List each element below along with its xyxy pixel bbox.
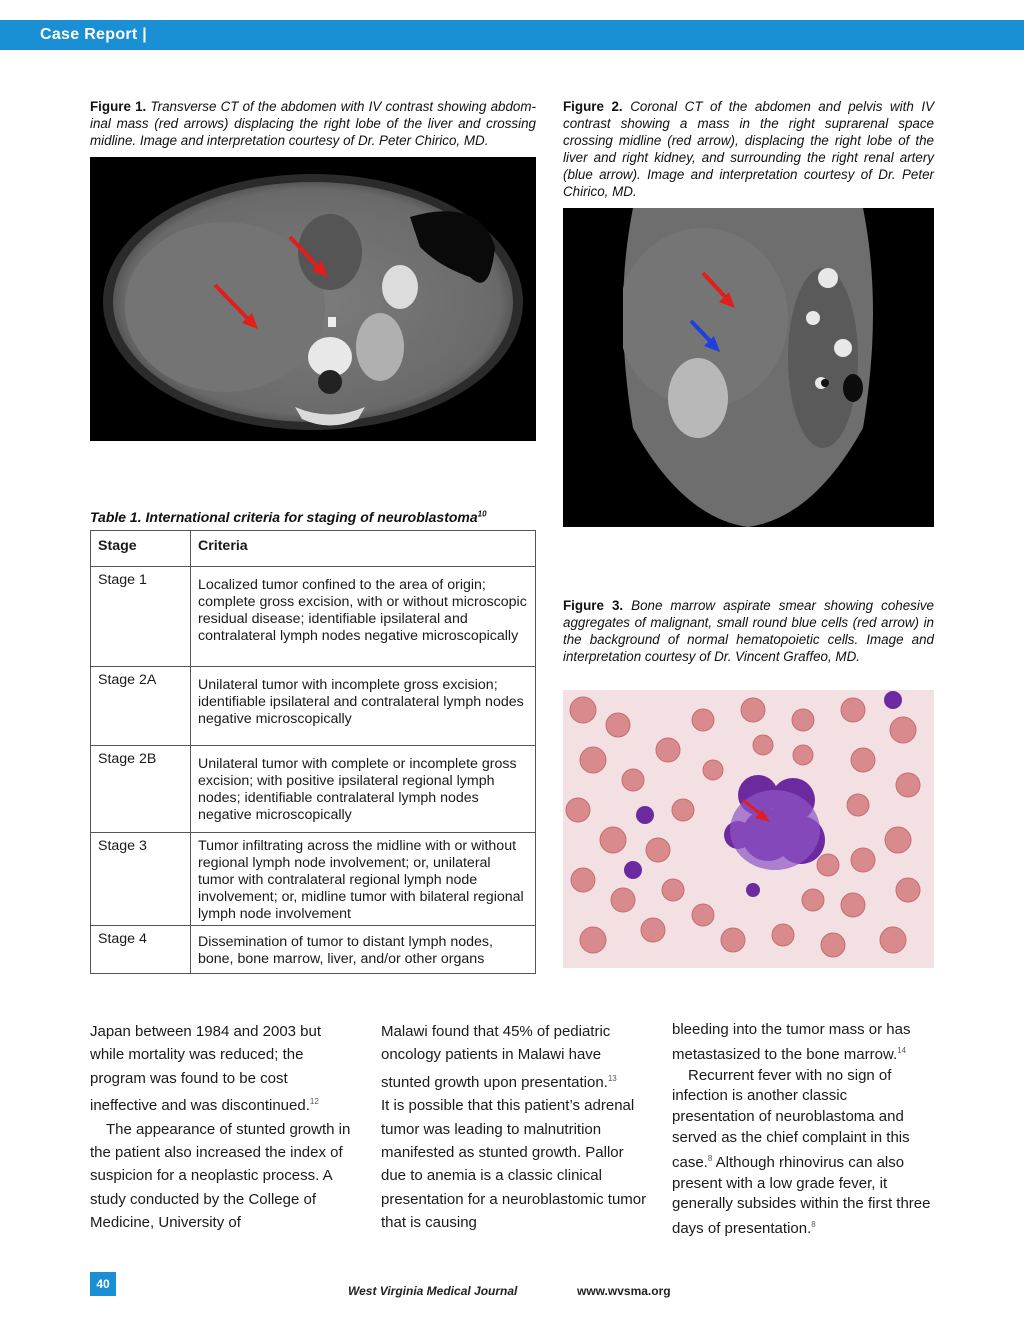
table1-title	[90, 509, 487, 525]
body-text: bleeding into the tumor mass or has metastasized to the bone marrow.	[672, 1021, 911, 1063]
figure2-label: Figure 2.	[563, 99, 623, 114]
criteria-cell: Localized tumor confined to the area of origin; complete gross excision, with or without microscopic residual disease; identifiable ipsilateral and contralateral lymph nodes negative microscopically	[191, 567, 536, 667]
body-paragraph: It is possible that this patient’s adrenal tumor was leading to malnutrition manifested as stunted growth. Pallor due to anemia is a classic clinical presentation for a neuroblastomic tumor that is causing	[381, 1097, 647, 1232]
figure1-ct-image	[90, 157, 536, 441]
citation-ref: 14	[897, 1045, 907, 1055]
table1-title-ref: 10	[477, 509, 487, 519]
body-column-3	[672, 1020, 932, 1240]
figure3-caption-text: Bone marrow aspirate smear showing cohesive aggregates of malignant, small round blue cells (red arrow) in the background of normal hematopoietic cells. Image and interpretation courtesy of Dr. Vincent Graffeo, MD.	[563, 598, 934, 664]
body-paragraph	[381, 1020, 649, 1094]
figure2-caption-text: Coronal CT of the abdomen and pelvis with IV contrast showing a mass in the right suprarenal space crossing midline (red arrow), displacing the right lobe of the liver and right kidney, and surrounding the right renal artery (blue arrow). Image and interpretation courtesy of Dr. Peter Chirico, MD.	[563, 99, 934, 199]
figure3-smear-image	[563, 690, 934, 968]
body-text: Malawi found that 45% of pediatric oncology patients in Malawi have stunted growth upon presentation.	[381, 1023, 611, 1091]
figure1-label: Figure 1.	[90, 99, 147, 114]
table-row	[91, 833, 536, 926]
stage-cell: Stage 4	[91, 926, 191, 974]
figure2-ct-image	[563, 208, 934, 527]
criteria-cell: Unilateral tumor with complete or incomplete gross excision; with positive ipsilateral regional lymph nodes; identifiable contralateral lymph nodes negative microscopically	[191, 746, 536, 833]
body-text: Japan between 1984 and 2003 but while mortality was reduced; the program was found to be cost ineffective and was discontinued.	[90, 1023, 322, 1115]
figure2-caption	[563, 98, 934, 200]
stage-cell: Stage 2A	[91, 667, 191, 746]
table-row	[91, 567, 536, 667]
citation-ref: 8	[707, 1153, 713, 1163]
body-column-1	[90, 1020, 358, 1235]
criteria-cell: Unilateral tumor with incomplete gross excision; identifiable ipsilateral and contralateral lymph nodes negative microscopically	[191, 667, 536, 746]
header-criteria: Criteria	[191, 531, 536, 567]
body-text: Recurrent fever with no sign of infection is another classic presentation of neuroblastoma and served as the chief complaint in this case.	[672, 1066, 910, 1171]
table-header-row	[91, 531, 536, 567]
body-text: Although rhinovirus can also present with a low grade fever, it generally subsides within the first three days of presentation.	[672, 1153, 931, 1238]
section-title: Case Report |	[40, 26, 148, 43]
header-stage: Stage	[91, 531, 191, 567]
citation-ref: 8	[811, 1220, 816, 1230]
criteria-cell: Tumor infiltrating across the midline with or without regional lymph node involvement; or, unilateral tumor with contralateral regional lymph node involvement; or, midline tumor with bilateral regional lymph node involvement	[191, 833, 536, 926]
stage-cell: Stage 2B	[91, 746, 191, 833]
header-bar	[0, 20, 1024, 50]
table-row	[91, 926, 536, 974]
stage-cell: Stage 3	[91, 833, 191, 926]
body-column-2	[381, 1020, 649, 1235]
footer-journal: West Virginia Medical Journal	[348, 1284, 518, 1298]
figure3-label: Figure 3.	[563, 598, 624, 613]
table-row	[91, 667, 536, 746]
table-row	[91, 746, 536, 833]
criteria-cell: Dissemination of tumor to distant lymph nodes, bone, bone marrow, liver, and/or other organs	[191, 926, 536, 974]
citation-ref: 12	[309, 1097, 319, 1107]
figure1-caption-text: Transverse CT of the abdomen with IV contrast showing abdom-inal mass (red arrows) displacing the right lobe of the liver and crossing midline. Image and interpretation courtesy of Dr. Peter Chirico, MD.	[90, 99, 536, 148]
body-paragraph	[672, 1066, 932, 1240]
body-paragraph: The appearance of stunted growth in the patient also increased the index of suspicion for a neoplastic process. A study conducted by the College of Medicine, University of	[90, 1120, 351, 1232]
body-paragraph	[90, 1020, 358, 1118]
table1-title-text: Table 1. International criteria for staging of neuroblastoma	[90, 509, 478, 525]
stage-cell: Stage 1	[91, 567, 191, 667]
citation-ref: 13	[607, 1073, 617, 1083]
footer-url: www.wvsma.org	[577, 1284, 671, 1298]
figure3-caption	[563, 597, 934, 665]
body-paragraph	[672, 1020, 932, 1066]
page-number: 40	[90, 1272, 116, 1296]
figure1-caption	[90, 98, 536, 149]
staging-table	[90, 530, 536, 974]
